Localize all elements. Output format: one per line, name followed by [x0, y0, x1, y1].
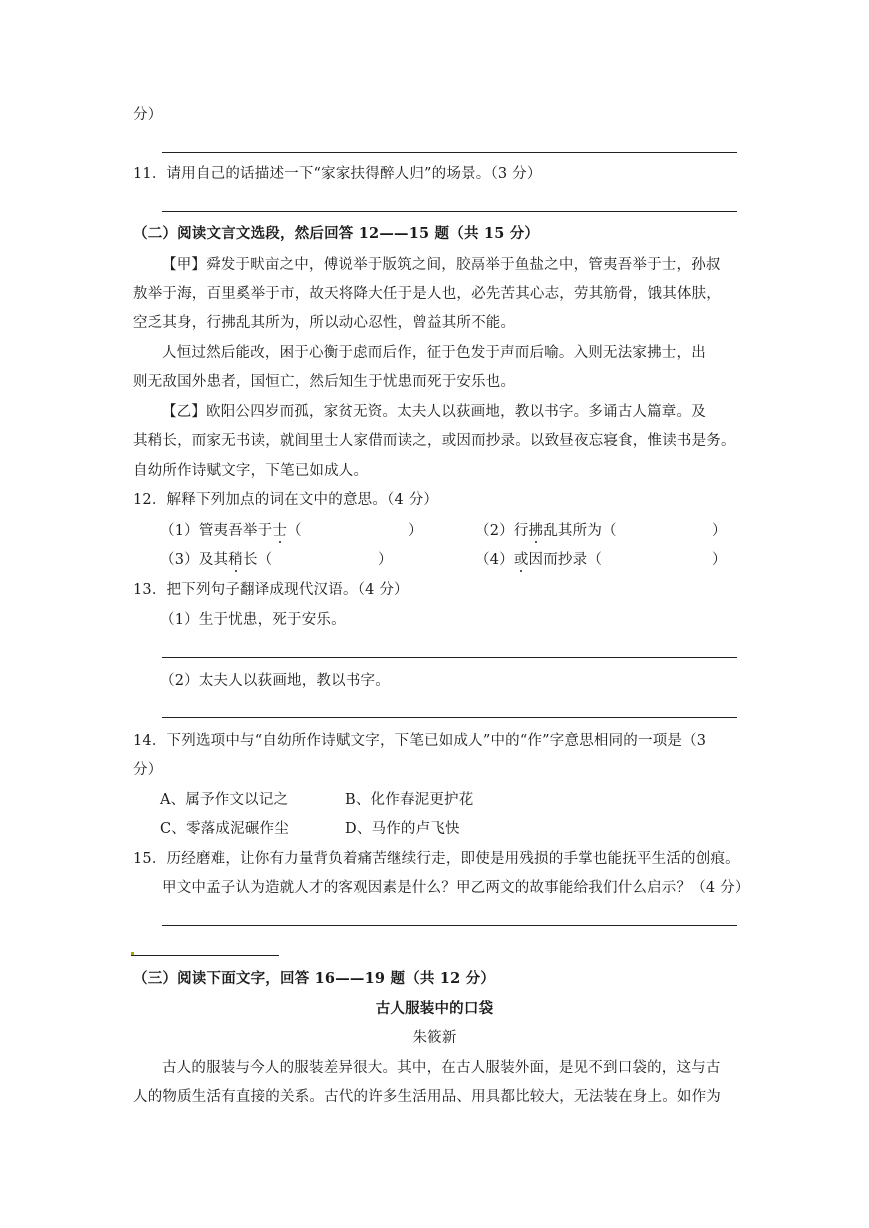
passage-yi-line: 自幼所作诗赋文字，下笔已如成人。 — [133, 463, 369, 479]
answer-line — [162, 925, 737, 926]
option-c: C、零落成泥碾作尘 — [160, 821, 289, 837]
passage-jia-line: 则无敌国外患者，国恒亡，然后知生于忧患而死于安乐也。 — [133, 374, 516, 390]
option-b: B、化作春泥更护花 — [345, 792, 474, 808]
passage-yi-line: 其稍长，而家无书读，就闾里士人家借而读之，或因而抄录。以致昼夜忘寝食，惟读书是务。 — [133, 433, 736, 449]
passage-jia-line: 敖举于海，百里奚举于市，故天将降大任于是人也，必先苦其心志，劳其筋骨，饿其体肤， — [133, 286, 721, 302]
q12-item-2-close: ） — [712, 523, 727, 539]
q12-item-1-close: ） — [408, 523, 423, 539]
text-line: 分） — [133, 107, 163, 123]
question-11: 11．请用自己的话描述一下“家家扶得醉人归”的场景。（3 分） — [133, 166, 542, 182]
q12-item-4 — [475, 550, 602, 570]
question-14: 14．下列选项中与“自幼所作诗赋文字，下笔已如成人”中的“作”字意思相同的一项是（3 — [133, 733, 707, 749]
q13-item-2: （2）太夫人以荻画地，教以书字。 — [160, 673, 390, 689]
question-14-cont: 分） — [133, 762, 163, 778]
section-2-heading: （二）阅读文言文选段，然后回答 12——15 题（共 15 分） — [133, 225, 540, 242]
q12-item-text: （2）行 — [475, 523, 529, 539]
q12-item-text: 乱其所为（ — [543, 523, 617, 539]
q12-item-2 — [475, 521, 617, 541]
passage-jia-line: 【甲】舜发于畎亩之中，傅说举于版筑之间，胶鬲举于鱼盐之中，管夷吾举于士，孙叔 — [162, 257, 721, 273]
emphasis-dot-word: 拂 — [528, 523, 544, 539]
q12-item-text: 因而抄录（ — [528, 552, 603, 568]
emphasis-dot-word: 士 — [272, 523, 288, 539]
option-a: A、属予作文以记之 — [160, 792, 289, 808]
emphasis-dot-word: 或 — [513, 552, 529, 568]
q12-item-3-close: ） — [378, 552, 393, 568]
separator-marker — [131, 952, 134, 955]
emphasis-dot-word: 稍 — [228, 552, 243, 568]
q12-item-3 — [160, 550, 272, 570]
question-13: 13．把下列句子翻译成现代汉语。（4 分） — [133, 582, 409, 598]
question-12: 12．解释下列加点的词在文中的意思。（4 分） — [133, 492, 439, 508]
article-paragraph-line: 人的物质生活有直接的关系。古代的许多生活用品、用具都比较大，无法装在身上。如作为 — [133, 1089, 721, 1105]
q12-item-text: （1）管夷吾举于 — [160, 523, 273, 539]
q12-item-text: 长（ — [242, 552, 273, 568]
article-title: 古人服装中的口袋 — [375, 1000, 494, 1017]
answer-line — [162, 717, 737, 718]
answer-line — [162, 211, 737, 212]
passage-jia-line: 空乏其身，行拂乱其所为，所以动心忍性，曾益其所不能。 — [133, 315, 516, 331]
q13-item-1: （1）生于忧患，死于安乐。 — [160, 612, 346, 628]
section-3-heading: （三）阅读下面文字，回答 16——19 题（共 12 分） — [133, 970, 496, 987]
passage-jia-line: 人恒过然后能改，困于心衡于虑而后作，征于色发于声而后喻。入则无法家拂士，出 — [162, 345, 706, 361]
q12-item-paren: （ — [287, 523, 302, 539]
q12-item-text: （3）及其 — [160, 552, 229, 568]
footnote-separator — [131, 955, 279, 956]
article-author: 朱筱新 — [412, 1030, 457, 1046]
answer-line — [162, 657, 737, 658]
q12-item-4-close: ） — [712, 552, 727, 568]
article-paragraph-line: 古人的服装与今人的服装差异很大。其中，在古人服装外面，是见不到口袋的，这与古 — [162, 1060, 721, 1076]
question-15-cont: 甲文中孟子认为造就人才的客观因素是什么？甲乙两文的故事能给我们什么启示？（4 分） — [162, 880, 750, 896]
q12-item-text: （4） — [475, 552, 514, 568]
answer-line — [162, 152, 737, 153]
passage-yi-line: 【乙】欧阳公四岁而孤，家贫无资。太夫人以荻画地，教以书字。多诵古人篇章。及 — [162, 404, 706, 420]
option-d: D、马作的卢飞快 — [345, 821, 460, 837]
question-15: 15．历经磨难，让你有力量背负着痛苦继续行走，即使是用残损的手掌也能抚平生活的创痕。 — [133, 851, 740, 867]
q12-item-1 — [160, 521, 302, 541]
